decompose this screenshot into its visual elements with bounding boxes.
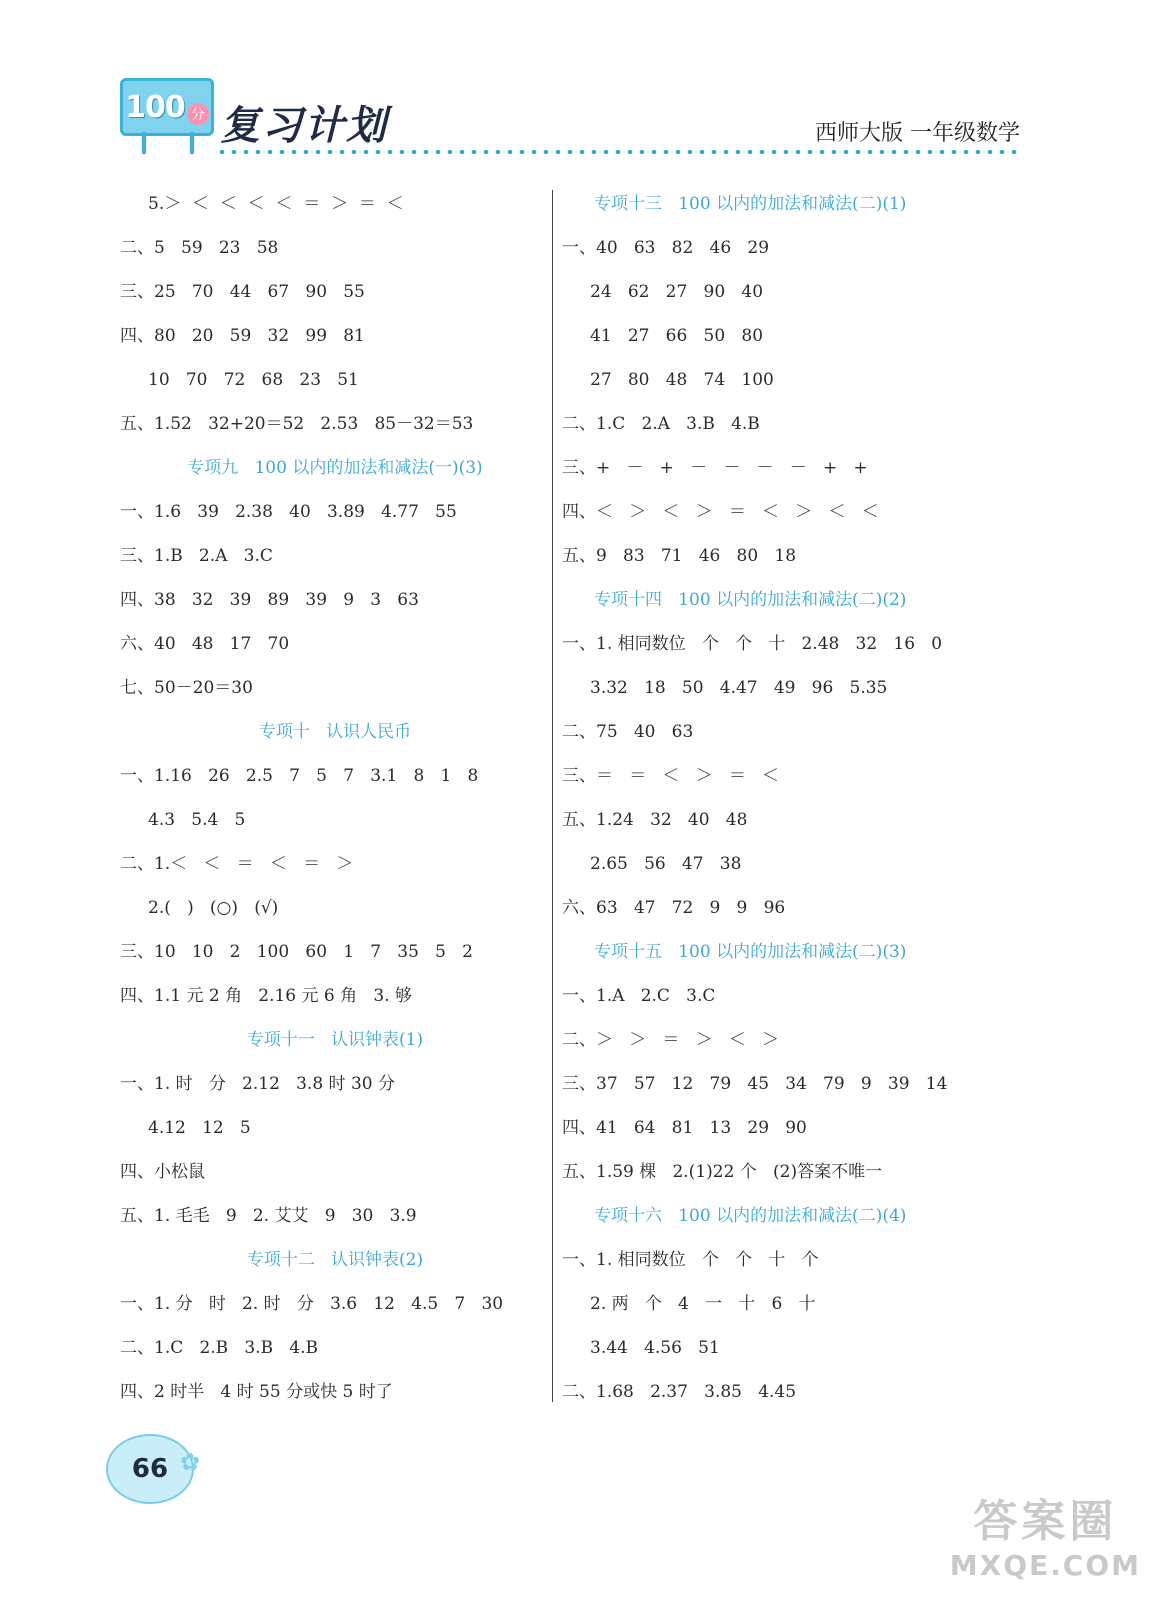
watermark-bottom: MXQE.COM — [949, 1549, 1141, 1582]
section-heading: 专项十二 认识钟表(2) — [246, 1250, 424, 1270]
answer-line: 一、40 63 82 46 29 — [562, 238, 770, 258]
answer-line: 四、41 64 81 13 29 90 — [562, 1118, 807, 1138]
answer-line: 三、+ － + － － － － + + — [562, 458, 868, 478]
answer-line: 一、1. 相同数位 个 个 十 个 — [562, 1250, 819, 1270]
column-divider — [552, 190, 553, 1402]
answer-line: 一、1.A 2.C 3.C — [562, 986, 716, 1006]
answer-line: 一、1.6 39 2.38 40 3.89 4.77 55 — [120, 502, 457, 522]
watermark — [950, 1485, 1141, 1582]
section-heading: 专项十六 100 以内的加法和减法(二)(4) — [594, 1206, 907, 1226]
answer-line: 一、1. 时 分 2.12 3.8 时 30 分 — [120, 1074, 395, 1094]
answer-line: 二、1.C 2.A 3.B 4.B — [562, 414, 760, 434]
section-heading: 专项十 认识人民币 — [258, 722, 412, 742]
answer-line: 五、1.59 棵 2.(1)22 个 (2)答案不唯一 — [562, 1162, 883, 1182]
answer-line: 二、5 59 23 58 — [120, 238, 279, 258]
answer-line: 二、＞ ＞ ＝ ＞ ＜ ＞ — [562, 1030, 780, 1050]
answer-line: 41 27 66 50 80 — [590, 326, 764, 346]
answer-line: 五、1. 毛毛 9 2. 艾艾 9 30 3.9 — [120, 1206, 417, 1226]
answer-line: 四、＜ ＞ ＜ ＞ ＝ ＜ ＞ ＜ ＜ — [562, 502, 879, 522]
answer-line: 10 70 72 68 23 51 — [148, 370, 359, 390]
page-subtitle: 西师大版 一年级数学 — [815, 121, 1020, 146]
page-number: 66 — [131, 1454, 169, 1484]
left-answer-column — [120, 182, 550, 1414]
answer-line: 五、1.24 32 40 48 — [562, 810, 748, 830]
answer-line: 4.12 12 5 — [148, 1118, 251, 1138]
answer-line: 三、1.B 2.A 3.C — [120, 546, 273, 566]
answer-line: 4.3 5.4 5 — [148, 810, 246, 830]
answer-line: 四、38 32 39 89 39 9 3 63 — [120, 590, 419, 610]
answer-line: 六、40 48 17 70 — [120, 634, 290, 654]
right-answer-column — [562, 182, 1032, 1414]
answer-line: 四、1.1 元 2 角 2.16 元 6 角 3. 够 — [120, 986, 412, 1006]
answer-line: 24 62 27 90 40 — [590, 282, 764, 302]
answer-line: 三、37 57 12 79 45 34 79 9 39 14 — [562, 1074, 948, 1094]
answer-line: 四、小松鼠 — [120, 1162, 205, 1182]
answer-line: 五、1.52 32+20＝52 2.53 85－32＝53 — [120, 414, 474, 434]
answer-line: 二、1.C 2.B 3.B 4.B — [120, 1338, 318, 1358]
section-heading: 专项九 100 以内的加法和减法(一)(3) — [187, 458, 483, 478]
section-heading: 专项十四 100 以内的加法和减法(二)(2) — [594, 590, 907, 610]
watermark-top: 答案圈 — [973, 1496, 1118, 1547]
section-heading: 专项十一 认识钟表(1) — [246, 1030, 424, 1050]
page-title: 复习计划 — [220, 103, 388, 149]
answer-line: 五、9 83 71 46 80 18 — [562, 546, 797, 566]
page-header — [120, 68, 1020, 168]
answer-line: 三、25 70 44 67 90 55 — [120, 282, 365, 302]
answer-line: 六、63 47 72 9 9 96 — [562, 898, 786, 918]
logo-number: 100 — [125, 89, 185, 125]
answer-line: 3.44 4.56 51 — [590, 1338, 720, 1358]
answer-line: 四、2 时半 4 时 55 分或快 5 时了 — [120, 1382, 393, 1402]
answer-line: 四、80 20 59 32 99 81 — [120, 326, 365, 346]
answer-line: 27 80 48 74 100 — [590, 370, 774, 390]
mascot-icon: ✿ — [180, 1448, 201, 1476]
dotted-rule — [216, 150, 1020, 154]
answer-line: 二、75 40 63 — [562, 722, 694, 742]
answer-line: 二、1.＜ ＜ ＝ ＜ ＝ ＞ — [120, 854, 354, 874]
section-heading: 专项十三 100 以内的加法和减法(二)(1) — [594, 194, 907, 214]
answer-line: 2.65 56 47 38 — [590, 854, 742, 874]
answer-line: 三、10 10 2 100 60 1 7 35 5 2 — [120, 942, 473, 962]
answer-line: 5.＞ ＜ ＜ ＜ ＜ ＝ ＞ ＝ ＜ — [148, 194, 404, 214]
section-heading: 专项十五 100 以内的加法和减法(二)(3) — [594, 942, 907, 962]
answer-line: 七、50－20＝30 — [120, 678, 253, 698]
logo-easel-legs — [142, 132, 194, 154]
answer-line: 一、1. 分 时 2. 时 分 3.6 12 4.5 7 30 — [120, 1294, 504, 1314]
answer-line: 3.32 18 50 4.47 49 96 5.35 — [590, 678, 888, 698]
logo-unit: 分 — [187, 103, 209, 125]
answer-line: 一、1. 相同数位 个 个 十 2.48 32 16 0 — [562, 634, 943, 654]
answer-line: 2. 两 个 4 一 十 6 十 — [590, 1294, 816, 1314]
answer-line: 三、＝ ＝ ＜ ＞ ＝ ＜ — [562, 766, 780, 786]
answer-line: 2.( ) (○) (√) — [148, 898, 279, 918]
answer-line: 二、1.68 2.37 3.85 4.45 — [562, 1382, 797, 1402]
answer-line: 一、1.16 26 2.5 7 5 7 3.1 8 1 8 — [120, 766, 479, 786]
logo-100-board — [120, 78, 214, 136]
